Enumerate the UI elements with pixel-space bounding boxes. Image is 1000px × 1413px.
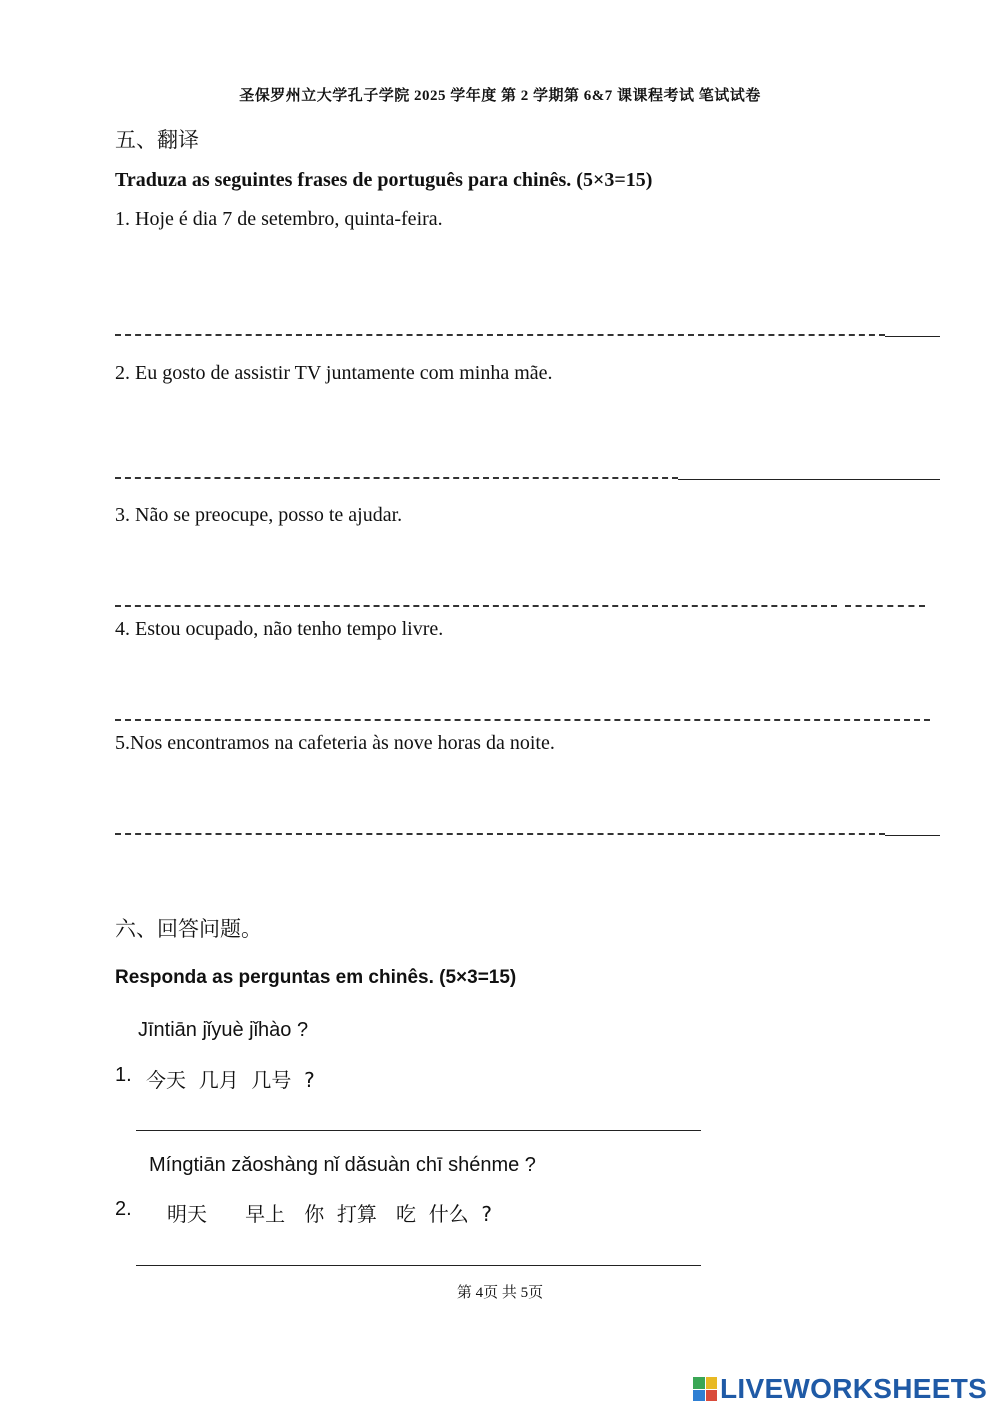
liveworksheets-badge-icon [693, 1377, 717, 1401]
question-2-number: 2. [115, 1198, 132, 1220]
answer-line-2-tail[interactable] [678, 479, 940, 480]
badge-square-blue [693, 1390, 705, 1402]
answer-line-4-dashed[interactable] [115, 719, 930, 721]
answer-line-3-dashed[interactable] [115, 605, 837, 607]
section-5-title: 五、翻译 [115, 128, 199, 152]
badge-square-red [706, 1390, 718, 1402]
answer-line-question-2[interactable] [136, 1265, 701, 1266]
answer-line-question-1[interactable] [136, 1130, 701, 1131]
liveworksheets-logo [693, 1374, 993, 1404]
answer-line-5-dashed [115, 833, 885, 835]
answer-line-2-dashed [115, 477, 678, 479]
answer-line-1-dashed [115, 334, 885, 336]
question-1-pinyin: Jīntiān jǐyuè jǐhào ? [138, 1019, 309, 1041]
badge-square-green [693, 1377, 705, 1389]
exam-header: 圣保罗州立大学孔子学院 2025 学年度 第 2 学期第 6&7 课课程考试 笔试试卷 [239, 88, 761, 104]
translation-question-4: 4. Estou ocupado, não tenho tempo livre. [115, 618, 444, 640]
translation-question-2: 2. Eu gosto de assistir TV juntamente com minha mãe. [115, 362, 553, 384]
translation-question-1: 1. Hoje é dia 7 de setembro, quinta-feira. [115, 208, 443, 230]
section-6-title: 六、回答问题。 [115, 917, 262, 941]
answer-line-1-tail[interactable] [885, 336, 940, 337]
question-2-text: 明天 早上 你 打算 吃 什么 ? [167, 1202, 493, 1226]
question-2-pinyin: Míngtiān zǎoshàng nǐ dǎsuàn chī shénme ? [149, 1154, 536, 1176]
liveworksheets-wordmark: LIVEWORKSHEETS [720, 1373, 988, 1404]
answer-line-5-tail[interactable] [885, 835, 940, 836]
answer-line-3-tail[interactable] [845, 605, 925, 607]
page-number: 第 4页 共 5页 [456, 1285, 544, 1301]
section-6-instruction: Responda as perguntas em chinês. (5×3=15) [115, 967, 517, 988]
question-1-text: 今天 几月 几号 ? [146, 1068, 315, 1092]
translation-question-5: 5.Nos encontramos na cafeteria às nove horas da noite. [115, 732, 555, 754]
badge-square-yellow [706, 1377, 718, 1389]
question-1-number: 1. [115, 1064, 132, 1086]
section-5-instruction: Traduza as seguintes frases de português para chinês. (5×3=15) [115, 169, 653, 191]
translation-question-3: 3. Não se preocupe, posso te ajudar. [115, 504, 403, 526]
